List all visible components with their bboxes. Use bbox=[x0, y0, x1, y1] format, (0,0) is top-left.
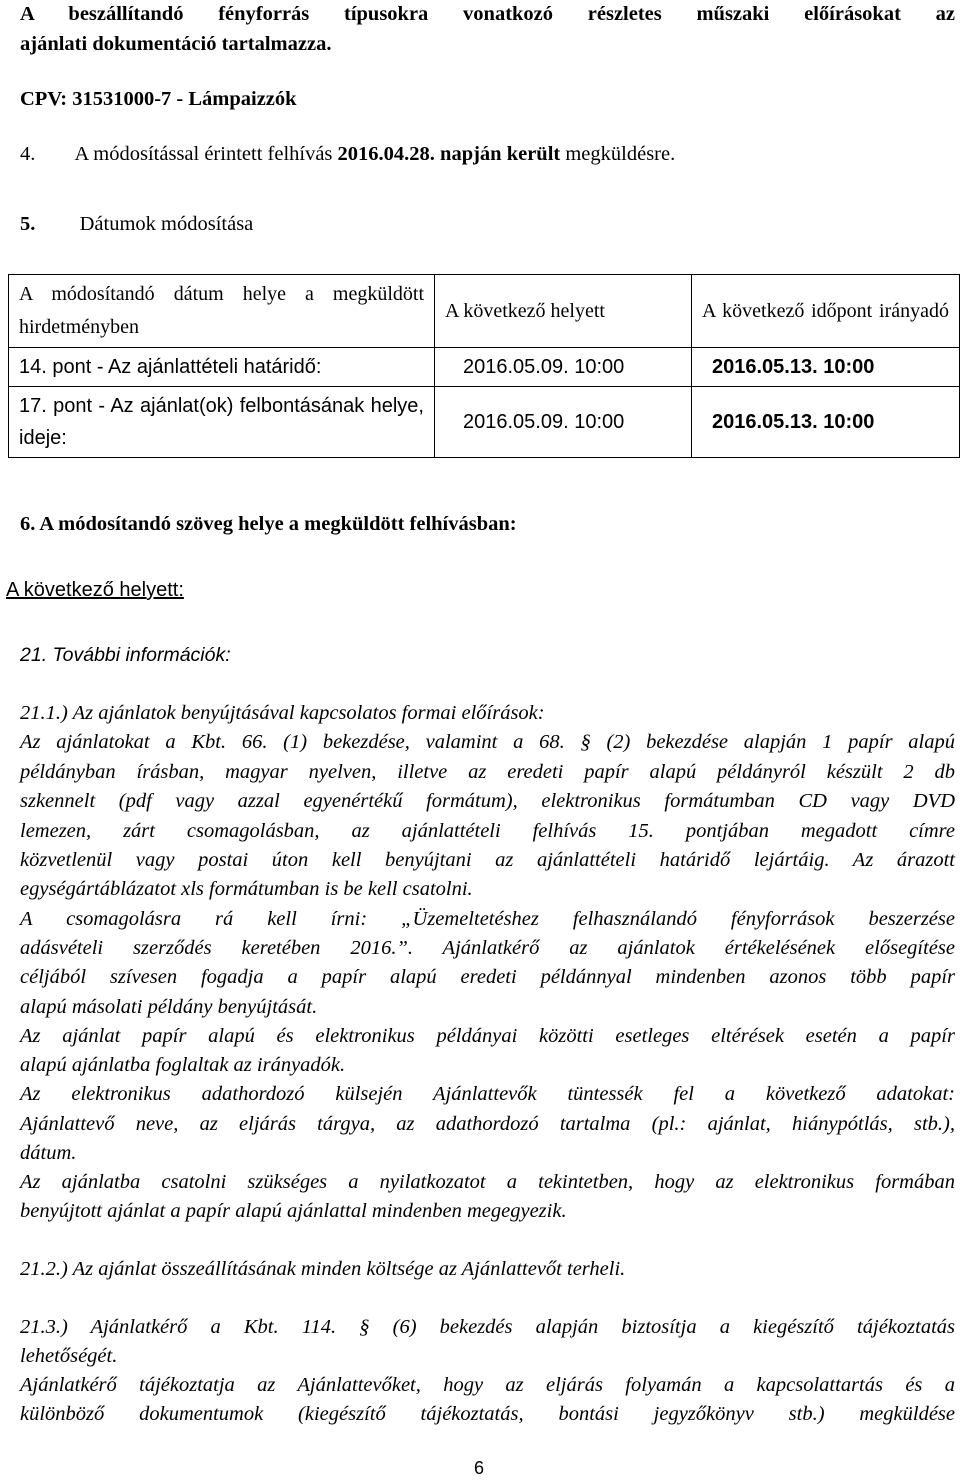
table-row bbox=[9, 387, 960, 458]
table-cell-old: 2016.05.09. 10:00 bbox=[435, 387, 692, 458]
body-line: közvetlenül vagy postai úton kell benyújtani az ajánlattételi határidő lejártáig. Az árazott bbox=[20, 849, 955, 871]
body-line: példányban írásban, magyar nyelven, illetve az eredeti papír alapú példányról készült 2 db bbox=[20, 761, 955, 783]
body-line: Az elektronikus adathordozó külsején Ajánlattevők tüntessék fel a következő adatokat: bbox=[20, 1083, 955, 1105]
table-cell-place: 17. pont - Az ajánlat(ok) felbontásának helye, ideje: bbox=[9, 387, 435, 458]
body-line: alapú ajánlatba foglaltak az irányadók. bbox=[20, 1054, 346, 1076]
intro-line-2: ajánlati dokumentáció tartalmazza. bbox=[20, 33, 332, 55]
section-5-number: 5. bbox=[20, 213, 36, 235]
body-line: 21.3.) Ajánlatkérő a Kbt. 114. § (6) bekezdés alapján biztosítja a kiegészítő tájékoztatás bbox=[20, 1316, 955, 1338]
body-line: Ajánlatkérő tájékoztatja az Ajánlattevőket, hogy az eljárás folyamán a kapcsolattartás és a bbox=[20, 1374, 955, 1396]
instead-label: A következő helyett: bbox=[6, 579, 184, 601]
table-row bbox=[9, 348, 960, 387]
intro-line-1: A beszállítandó fényforrás típusokra vonatkozó részletes műszaki előírásokat az bbox=[20, 3, 955, 25]
table-cell-new: 2016.05.13. 10:00 bbox=[692, 348, 960, 387]
body-line: különböző dokumentumok (kiegészítő tájékoztatás, bontási jegyzőkönyv stb.) megküldése bbox=[20, 1403, 955, 1425]
section-5-title: Dátumok módosítása bbox=[79, 213, 254, 235]
body-line: alapú másolati példány benyújtását. bbox=[20, 996, 318, 1018]
section-4 bbox=[20, 144, 675, 165]
cpv-line: CPV: 31531000-7 - Lámpaizzók bbox=[20, 88, 297, 110]
body-line: Az ajánlat papír alapú és elektronikus példányai közötti esetleges eltérések esetén a papír bbox=[20, 1025, 955, 1047]
table-cell-old: 2016.05.09. 10:00 bbox=[435, 348, 692, 387]
body-line: lehetőségét. bbox=[20, 1345, 118, 1367]
body-line: A csomagolásra rá kell írni: „Üzemeltetéshez felhasználandó fényforrások beszerzése bbox=[20, 908, 955, 930]
body-line: egységártáblázatot xls formátumban is be kell csatolni. bbox=[20, 878, 473, 900]
date-change-table bbox=[8, 274, 960, 458]
table-header-place: A módosítandó dátum helye a megküldött hirdetményben bbox=[9, 275, 435, 348]
section-4-date: 2016.04.28. napján került bbox=[337, 143, 561, 165]
table-cell-new: 2016.05.13. 10:00 bbox=[692, 387, 960, 458]
section-4-number: 4. bbox=[20, 143, 36, 165]
body-line: Az ajánlatokat a Kbt. 66. (1) bekezdése, valamint a 68. § (2) bekezdése alapján 1 papír alapú bbox=[20, 731, 955, 753]
body-line: céljából szívesen fogadja a papír alapú eredeti példánnyal mindenben azonos több papír bbox=[20, 966, 955, 988]
body-line: lemezen, zárt csomagolásban, az ajánlattételi felhívás 15. pontjában megadott címre bbox=[20, 820, 955, 842]
table-header-row bbox=[9, 275, 960, 348]
body-line: Ajánlattevő neve, az eljárás tárgya, az adathordozó tartalma (pl.: ajánlat, hiánypótlás, stb.), bbox=[20, 1113, 955, 1135]
table-cell-place: 14. pont - Az ajánlattételi határidő: bbox=[9, 348, 435, 387]
body-line: benyújtott ajánlat a papír alapú ajánlattal mindenben megegyezik. bbox=[20, 1200, 567, 1222]
section-4-text-a: A módosítással érintett felhívás bbox=[74, 143, 338, 165]
page-number: 6 bbox=[474, 1458, 485, 1478]
body-line: dátum. bbox=[20, 1142, 77, 1164]
body-line: Az ajánlatba csatolni szükséges a nyilatkozatot a tekintetben, hogy az elektronikus formában bbox=[20, 1171, 955, 1193]
body-line: szkennelt (pdf vagy azzal egyenértékű formátum), elektronikus formátumban CD vagy DVD bbox=[20, 790, 955, 812]
section-5-heading bbox=[20, 214, 253, 235]
table-header-new: A következő időpont irányadó bbox=[692, 275, 960, 348]
section-21-title: 21. További információk: bbox=[20, 644, 231, 666]
section-6-title: 6. A módosítandó szöveg helye a megküldött felhívásban: bbox=[20, 513, 517, 535]
table-header-old: A következő helyett bbox=[435, 275, 692, 348]
section-4-text-b: megküldésre. bbox=[560, 143, 676, 165]
section-21-1-title: 21.1.) Az ajánlatok benyújtásával kapcsolatos formai előírások: bbox=[20, 702, 545, 724]
section-21-2: 21.2.) Az ajánlat összeállításának minden költsége az Ajánlattevőt terheli. bbox=[20, 1258, 626, 1280]
body-line: adásvételi szerződés keretében 2016.”. Ajánlatkérő az ajánlatok értékelésének elősegítése bbox=[20, 937, 955, 959]
